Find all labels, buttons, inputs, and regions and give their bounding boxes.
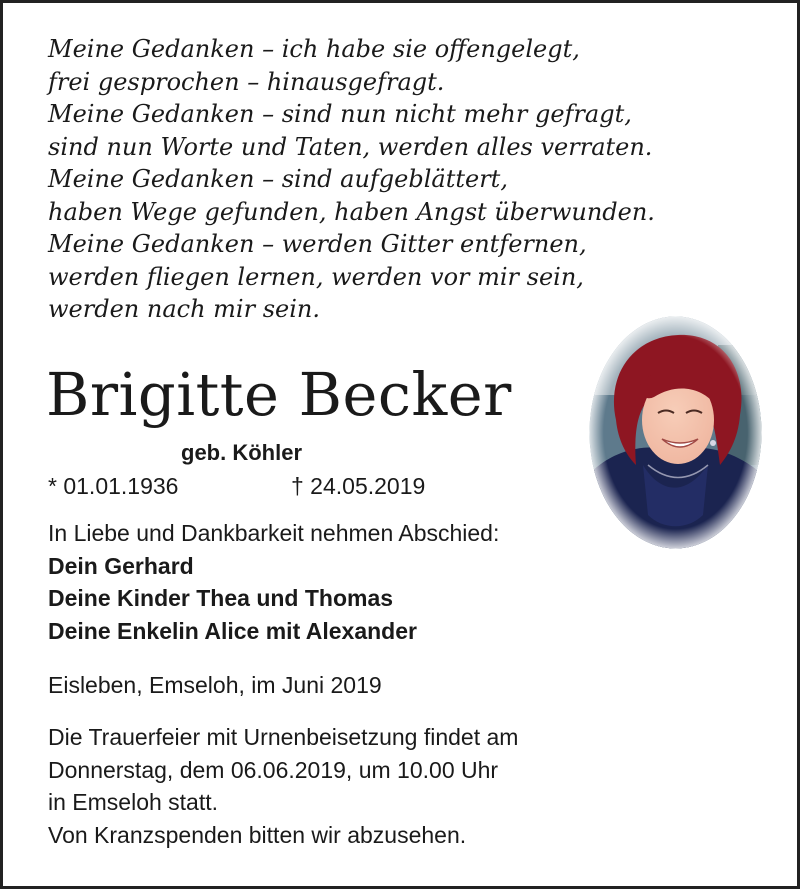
place-and-date: Eisleben, Emseloh, im Juni 2019: [48, 672, 382, 698]
poem-line: werden fliegen lernen, werden vor mir sein,: [48, 262, 584, 291]
poem-line: Meine Gedanken – sind aufgeblättert,: [48, 165, 508, 193]
mourner-name: Deine Kinder Thea und Thomas: [48, 585, 394, 611]
poem-line: werden nach mir sein.: [48, 295, 320, 323]
portrait-photo-icon: [588, 315, 763, 550]
deceased-name: Brigitte Becker: [46, 360, 512, 429]
mourner-name: Deine Enkelin Alice mit Alexander: [48, 617, 417, 644]
poem-line: Meine Gedanken – ich habe sie offengelegt,: [48, 35, 580, 63]
poem-line: frei gesprochen – hinausgefragt.: [48, 67, 445, 96]
poem-line: haben Wege gefunden, haben Angst überwunden.: [48, 197, 655, 226]
service-line: Von Kranzspenden bitten wir abzusehen.: [48, 821, 467, 848]
poem-line: Meine Gedanken – werden Gitter entfernen,: [48, 230, 587, 258]
poem-line: sind nun Worte und Taten, werden alles verraten.: [48, 132, 653, 161]
service-info: [48, 721, 518, 851]
death-date: † 24.05.2019: [291, 473, 426, 499]
maiden-name: geb. Köhler: [181, 440, 303, 465]
poem: [48, 33, 728, 326]
mourners-intro: In Liebe und Dankbarkeit nehmen Abschied:: [48, 520, 500, 546]
mourner-name: Dein Gerhard: [48, 552, 194, 579]
service-line: Die Trauerfeier mit Urnenbeisetzung findet am: [48, 724, 519, 750]
poem-line: Meine Gedanken – sind nun nicht mehr gefragt,: [48, 100, 632, 128]
mourners: [48, 517, 499, 647]
service-line: in Emseloh statt.: [48, 789, 219, 815]
birth-date: * 01.01.1936: [48, 473, 179, 499]
service-line: Donnerstag, dem 06.06.2019, um 10.00 Uhr: [48, 756, 499, 783]
